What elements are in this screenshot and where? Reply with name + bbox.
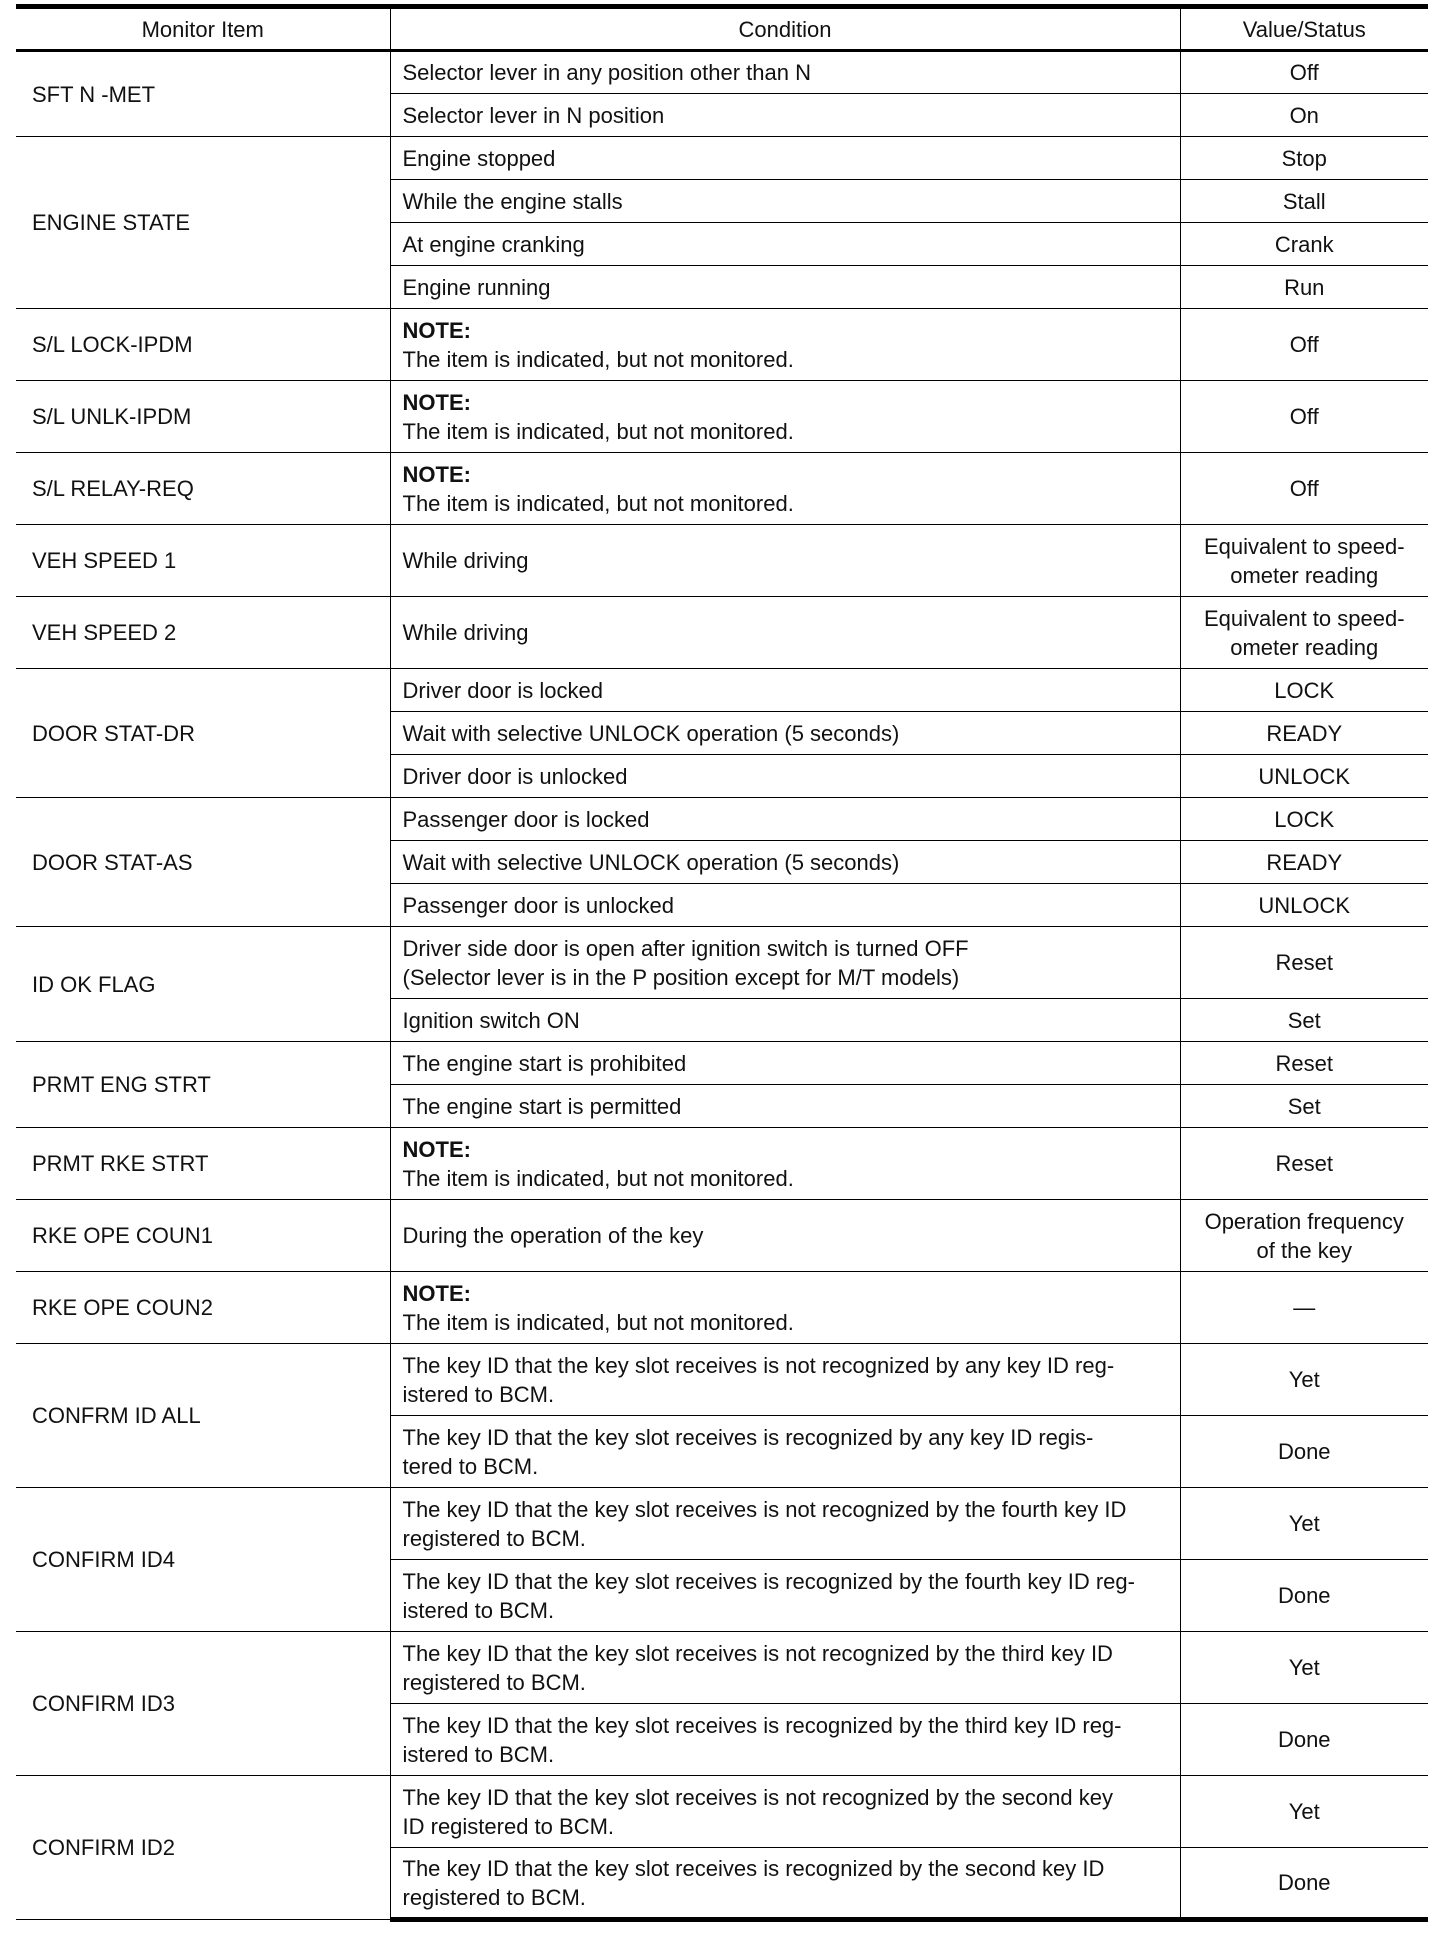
value-cell: On — [1180, 94, 1428, 137]
note-label: NOTE: — [402, 389, 471, 415]
condition-line: The key ID that the key slot receives is recognized by the fourth key ID reg- — [402, 1568, 1135, 1594]
note-text: The item is indicated, but not monitored. — [402, 1309, 794, 1335]
condition-line: (Selector lever is in the P position except for M/T models) — [402, 964, 960, 990]
value-cell: Off — [1180, 381, 1428, 453]
table-row — [16, 1776, 1428, 1848]
value-cell: Yet — [1180, 1632, 1428, 1704]
note-text: The item is indicated, but not monitored. — [402, 490, 794, 516]
value-line: of the key — [1256, 1237, 1352, 1263]
condition-cell: Engine running — [390, 266, 1180, 309]
condition-cell: Engine stopped — [390, 137, 1180, 180]
value-cell — [1180, 1200, 1428, 1272]
header-condition: Condition — [390, 7, 1180, 51]
header-value-status: Value/Status — [1180, 7, 1428, 51]
condition-cell: At engine cranking — [390, 223, 1180, 266]
value-cell: Off — [1180, 309, 1428, 381]
value-cell: Yet — [1180, 1344, 1428, 1416]
value-cell: Crank — [1180, 223, 1428, 266]
condition-line: Driver side door is open after ignition switch is turned OFF — [402, 935, 969, 961]
note-cell — [390, 453, 1180, 525]
value-cell: Reset — [1180, 1128, 1428, 1200]
value-cell: Run — [1180, 266, 1428, 309]
table-row — [16, 453, 1428, 525]
condition-cell: The engine start is permitted — [390, 1085, 1180, 1128]
value-cell: — — [1180, 1272, 1428, 1344]
note-cell — [390, 1272, 1180, 1344]
condition-line: The key ID that the key slot receives is not recognized by the fourth key ID — [402, 1496, 1127, 1522]
value-line: ometer reading — [1230, 634, 1379, 660]
condition-line: istered to BCM. — [402, 1381, 555, 1407]
table-row — [16, 1632, 1428, 1704]
table-row — [16, 927, 1428, 999]
value-cell — [1180, 597, 1428, 669]
condition-cell: Driver door is locked — [390, 669, 1180, 712]
condition-cell: Selector lever in any position other than N — [390, 51, 1180, 94]
monitor-item: S/L UNLK-IPDM — [16, 381, 390, 453]
monitor-item: CONFIRM ID4 — [16, 1488, 390, 1632]
value-cell: Done — [1180, 1704, 1428, 1776]
condition-line: The key ID that the key slot receives is recognized by the third key ID reg- — [402, 1712, 1122, 1738]
value-cell: LOCK — [1180, 669, 1428, 712]
value-line: Equivalent to speed- — [1203, 533, 1405, 559]
note-label: NOTE: — [402, 1280, 471, 1306]
value-cell: Off — [1180, 453, 1428, 525]
condition-cell — [390, 1704, 1180, 1776]
condition-line: The key ID that the key slot receives is not recognized by the third key ID — [402, 1640, 1113, 1666]
condition-cell — [390, 1848, 1180, 1920]
value-cell: Reset — [1180, 1042, 1428, 1085]
condition-cell: Selector lever in N position — [390, 94, 1180, 137]
value-cell: Stall — [1180, 180, 1428, 223]
monitor-item: DOOR STAT-AS — [16, 798, 390, 927]
note-cell — [390, 381, 1180, 453]
condition-line: registered to BCM. — [402, 1669, 586, 1695]
note-cell — [390, 1128, 1180, 1200]
condition-cell — [390, 1632, 1180, 1704]
condition-line: The key ID that the key slot receives is recognized by any key ID regis- — [402, 1424, 1094, 1450]
table-row — [16, 597, 1428, 669]
condition-cell — [390, 1488, 1180, 1560]
condition-cell: The engine start is prohibited — [390, 1042, 1180, 1085]
note-cell — [390, 309, 1180, 381]
condition-line: The key ID that the key slot receives is recognized by the second key ID — [402, 1855, 1105, 1881]
value-line: ometer reading — [1230, 562, 1379, 588]
value-cell: Set — [1180, 999, 1428, 1042]
value-cell: Off — [1180, 51, 1428, 94]
value-cell: READY — [1180, 841, 1428, 884]
table-row — [16, 1042, 1428, 1085]
monitor-item: RKE OPE COUN1 — [16, 1200, 390, 1272]
condition-cell — [390, 1560, 1180, 1632]
condition-line: The key ID that the key slot receives is not recognized by any key ID reg- — [402, 1352, 1115, 1378]
value-cell: UNLOCK — [1180, 755, 1428, 798]
table-row — [16, 137, 1428, 180]
condition-line: registered to BCM. — [402, 1525, 586, 1551]
condition-cell: While driving — [390, 525, 1180, 597]
monitor-item: RKE OPE COUN2 — [16, 1272, 390, 1344]
table-row — [16, 309, 1428, 381]
monitor-item: DOOR STAT-DR — [16, 669, 390, 798]
monitor-item: ID OK FLAG — [16, 927, 390, 1042]
table-row — [16, 669, 1428, 712]
note-text: The item is indicated, but not monitored. — [402, 418, 794, 444]
condition-line: The key ID that the key slot receives is not recognized by the second key — [402, 1784, 1113, 1810]
condition-cell: Passenger door is locked — [390, 798, 1180, 841]
header-monitor-item: Monitor Item — [16, 7, 390, 51]
table-row — [16, 1488, 1428, 1560]
condition-cell: Wait with selective UNLOCK operation (5 seconds) — [390, 841, 1180, 884]
condition-cell: During the operation of the key — [390, 1200, 1180, 1272]
table-row — [16, 381, 1428, 453]
table-row — [16, 1200, 1428, 1272]
monitor-table — [16, 4, 1428, 1922]
note-text: The item is indicated, but not monitored. — [402, 346, 794, 372]
condition-line: istered to BCM. — [402, 1741, 555, 1767]
condition-cell: Wait with selective UNLOCK operation (5 seconds) — [390, 712, 1180, 755]
monitor-item: PRMT RKE STRT — [16, 1128, 390, 1200]
value-cell: Done — [1180, 1416, 1428, 1488]
value-cell: Done — [1180, 1560, 1428, 1632]
condition-line: ID registered to BCM. — [402, 1813, 615, 1839]
table-row — [16, 1272, 1428, 1344]
value-cell: Set — [1180, 1085, 1428, 1128]
condition-cell: Ignition switch ON — [390, 999, 1180, 1042]
value-cell: Yet — [1180, 1776, 1428, 1848]
condition-cell: Driver door is unlocked — [390, 755, 1180, 798]
value-cell — [1180, 525, 1428, 597]
monitor-item: S/L LOCK-IPDM — [16, 309, 390, 381]
table-row — [16, 525, 1428, 597]
table-row — [16, 798, 1428, 841]
condition-cell — [390, 1416, 1180, 1488]
monitor-item: CONFIRM ID3 — [16, 1632, 390, 1776]
monitor-item: SFT N -MET — [16, 51, 390, 137]
value-cell: Yet — [1180, 1488, 1428, 1560]
condition-cell: Passenger door is unlocked — [390, 884, 1180, 927]
monitor-item: VEH SPEED 2 — [16, 597, 390, 669]
note-label: NOTE: — [402, 317, 471, 343]
monitor-item: S/L RELAY-REQ — [16, 453, 390, 525]
monitor-item: CONFRM ID ALL — [16, 1344, 390, 1488]
header-row — [16, 7, 1428, 51]
value-cell: Done — [1180, 1848, 1428, 1920]
note-label: NOTE: — [402, 461, 471, 487]
condition-line: istered to BCM. — [402, 1597, 555, 1623]
value-cell: Stop — [1180, 137, 1428, 180]
value-cell: Reset — [1180, 927, 1428, 999]
condition-line: registered to BCM. — [402, 1884, 586, 1910]
value-line: Operation frequency — [1204, 1208, 1404, 1234]
value-cell: LOCK — [1180, 798, 1428, 841]
table-row — [16, 1128, 1428, 1200]
table-row — [16, 1344, 1428, 1416]
value-cell: UNLOCK — [1180, 884, 1428, 927]
table-row — [16, 51, 1428, 94]
condition-cell — [390, 1776, 1180, 1848]
monitor-item: CONFIRM ID2 — [16, 1776, 390, 1920]
value-line: Equivalent to speed- — [1203, 605, 1405, 631]
monitor-item: PRMT ENG STRT — [16, 1042, 390, 1128]
condition-cell: While the engine stalls — [390, 180, 1180, 223]
condition-cell: While driving — [390, 597, 1180, 669]
value-cell: READY — [1180, 712, 1428, 755]
condition-cell — [390, 1344, 1180, 1416]
condition-line: tered to BCM. — [402, 1453, 539, 1479]
condition-cell — [390, 927, 1180, 999]
note-label: NOTE: — [402, 1136, 471, 1162]
monitor-item: ENGINE STATE — [16, 137, 390, 309]
note-text: The item is indicated, but not monitored. — [402, 1165, 794, 1191]
monitor-item: VEH SPEED 1 — [16, 525, 390, 597]
